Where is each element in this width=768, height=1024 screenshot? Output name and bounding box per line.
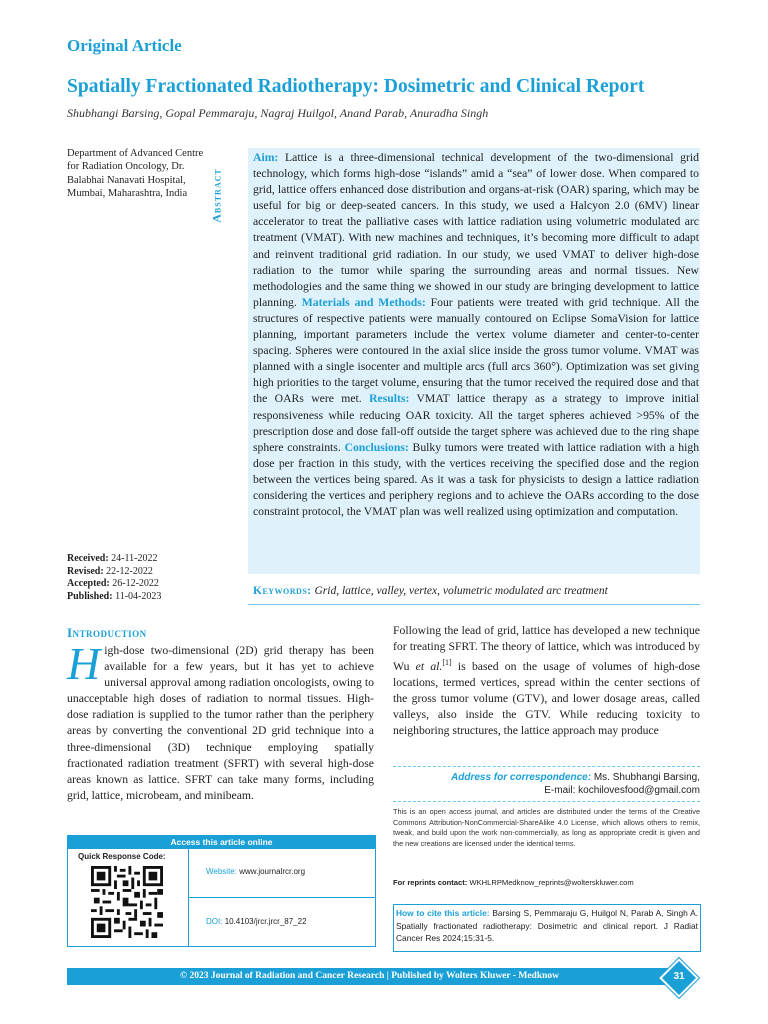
doi-label: DOI:	[206, 917, 223, 926]
qr-label: Quick Response Code:	[78, 852, 166, 861]
received-label: Received:	[67, 553, 109, 564]
keywords-label: Keywords:	[253, 585, 312, 597]
correspondence-bottom-divider	[393, 801, 700, 802]
article-title: Spatially Fractionated Radiotherapy: Dosimetric and Clinical Report	[67, 76, 645, 97]
correspondence-top-divider	[393, 766, 700, 767]
keywords-divider	[248, 604, 700, 605]
col2-text-b: is based on the usage of volumes of high-dose locations, termed vertices, spread within the center sections of the gross tumor volume (GTV), and lower dosage areas, called valleys, also inside the GTV. While reducing toxicity to neighboring structures, the lattice approach may produce	[393, 660, 700, 738]
doi-link[interactable]	[206, 917, 307, 926]
footer-bar: © 2023 Journal of Radiation and Cancer Research | Published by Wolters Kluwer - Medknow	[67, 968, 672, 985]
access-online-heading: Access this article online	[68, 836, 375, 849]
conclusions-label: Conclusions:	[344, 440, 409, 454]
website-label: Website:	[206, 867, 237, 876]
qr-cell	[68, 849, 189, 946]
website-url[interactable]: www.journalrcr.org	[239, 867, 306, 876]
drop-cap: H	[67, 638, 101, 689]
results-text: VMAT lattice therapy as a strategy to improve initial responsiveness while reducing OAR toxicity. All the target spheres achieved >95% of the prescription dose and dose fall-off outside the target sphere was achieved due to the ring shape sphere constraints.	[253, 392, 700, 454]
methods-label: Materials and Methods:	[301, 295, 426, 309]
reference-link[interactable]: [1]	[442, 658, 452, 668]
et-al: et al.	[415, 660, 443, 674]
citation-label: How to cite this article:	[396, 908, 490, 918]
conclusions-text: Bulky tumors were treated with lattice radiation with a high dose per fraction in this study, with the vertices receiving the specified dose and the region between the vertices being spared. As it was a task for physicists to design a lattice radiation considering the vertices and periphery regions and to achieve the OARs according to the dose constraint protocol, the VMAT plan was well realized using optimization and computation.	[253, 440, 700, 519]
introduction-column-1	[67, 638, 374, 804]
website-row	[189, 849, 375, 898]
introduction-paragraph: igh-dose two-dimensional (2D) grid therapy has been available for a few years, but it has yet to achieve universal approval among radiation oncologists, owing to unacceptable high doses of radiation to normal tissues. High-dose radiation is supplied to the tumor rather than the periphery areas by converting the conventional 2D grid technique into a three-dimensional (3D) technique employing spatially fractionated radiation treatment (SFRT) with several high-dose areas known as lattice. SFRT can take many forms, including grid, lattice, microbeam, and minibeam.	[67, 644, 374, 802]
keywords-value: Grid, lattice, valley, vertex, volumetric modulated arc treatment	[314, 585, 608, 597]
author-list: Shubhangi Barsing, Gopal Pemmaraju, Nagraj Huilgol, Anand Parab, Anuradha Singh	[67, 106, 489, 120]
revised-label: Revised:	[67, 565, 104, 577]
correspondence-label: Address for correspondence:	[451, 772, 592, 783]
qr-code-icon[interactable]	[91, 866, 163, 938]
correspondence-block	[393, 771, 700, 797]
accepted-label: Accepted:	[67, 578, 110, 590]
methods-text: Four patients were treated with grid technique. All the structures of respective patients were manually contoured on Eclipse SomaVision for lattice planning, important parameters include the vertex volume diameter and center-to-center spacing. Spheres were contoured in the axial slice inside the gross tumor volume. VMAT was planned with a single isocenter and multiple arcs (full arcs 360°). Optimization was set giving high priorities to the target volume, ensuring that the tumor received the required dose and that the OARs were met.	[253, 295, 699, 406]
abstract-text	[253, 150, 699, 520]
received-date: 24-11-2022	[111, 553, 158, 564]
accepted-date: 26-12-2022	[112, 578, 159, 590]
article-type: Original Article	[67, 36, 182, 55]
article-dates	[67, 553, 161, 603]
website-link[interactable]	[206, 867, 305, 876]
introduction-column-2	[393, 623, 700, 740]
correspondence-name: Ms. Shubhangi Barsing,	[593, 772, 700, 783]
aim-text: Lattice is a three-dimensional technical development of the two-dimensional grid technology, which forms high-dose “islands” amid a “sea” of lower dose. When compared to grid, lattice offers enhanced dose distribution and organs-at-risk (OAR) sparing, which may be useful for big or deep-seated cancers. In this study, we used a Halcyon 2.0 (6MV) linear accelerator to treat the palliative cases with lattice radiation using volumetric modulated arc treatment (VMAT). With new machines and techniques, it’s becoming more difficult to adapt and reinvent traditional grid radiation. In our study, we used VMAT to deliver high-dose radiation to the tumor while sparing the surrounding areas and normal tissues. New methodologies and the same thing we showed in our study are bringing development to lattice planning.	[253, 151, 700, 309]
correspondence-email[interactable]: E-mail: kochilovesfood@gmail.com	[544, 785, 700, 796]
reprints-label: For reprints contact:	[393, 878, 468, 887]
abstract-side-label: Abstract	[209, 168, 224, 223]
license-text: This is an open access journal, and articles are distributed under the terms of the Creative Commons Attribution-NonCommercial-ShareAlike 4.0 License, which allows others to remix, tweak, and build upon the work non-commercially, as long as appropriate credit is given and the new creations are licensed under the identical terms.	[393, 807, 700, 848]
published-label: Published:	[67, 590, 113, 602]
keywords	[253, 585, 608, 597]
reprints-email[interactable]: WKHLRPMedknow_reprints@wolterskluwer.com	[469, 878, 634, 887]
revised-date: 22-12-2022	[106, 565, 153, 577]
citation-box	[393, 904, 701, 952]
results-label: Results:	[369, 392, 410, 406]
aim-label: Aim:	[253, 151, 279, 164]
page-number: 31	[673, 971, 685, 982]
affiliation: Department of Advanced Centre for Radiation Oncology, Dr. Balabhai Nanavati Hospital, Mumbai, Maharashtra, India	[67, 148, 204, 200]
citation-text: Barsing S, Pemmaraju G, Huilgol N, Parab A, Singh A. Spatially fractionated radiotherapy: Dosimetric and clinical report. J Radiat Cancer Res 2024;15:31-5.	[396, 908, 698, 943]
published-date: 11-04-2023	[115, 590, 162, 602]
introduction-heading: Introduction	[67, 625, 147, 640]
col2-text-a: Following the lead of grid, lattice has developed a new technique for treating SFRT. The theory of lattice, which was introduced by Wu	[393, 624, 700, 674]
doi-value[interactable]: 10.4103/jrcr.jrcr_87_22	[224, 917, 307, 926]
access-online-box	[67, 835, 376, 947]
reprints-contact	[393, 878, 634, 887]
